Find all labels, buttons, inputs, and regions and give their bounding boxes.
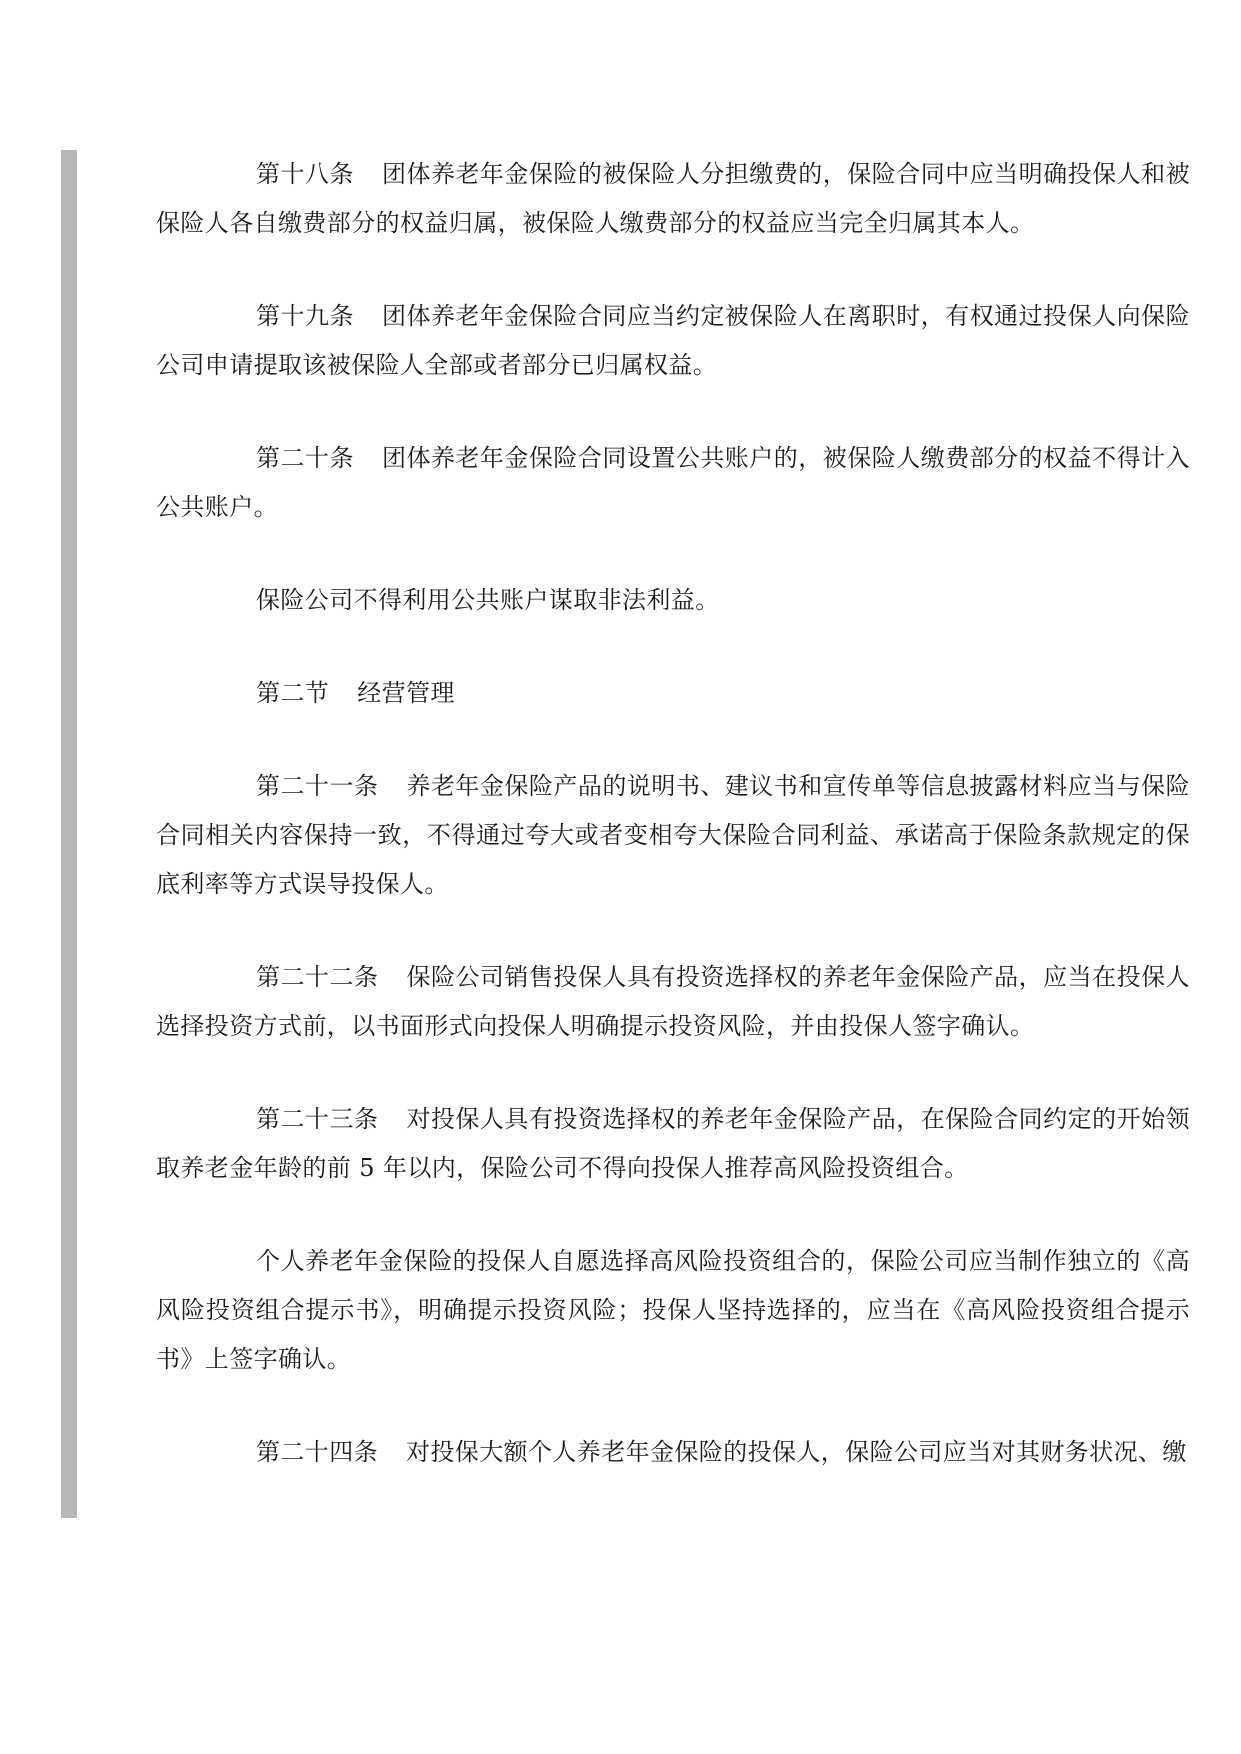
article-20 <box>156 434 1190 532</box>
paragraph-text: 个人养老年金保险的投保人自愿选择高风险投资组合的，保险公司应当制作独立的《高风险投资组合提示书》，明确提示投资风险；投保人坚持选择的，应当在《高风险投资组合提示书》上签字确认。 <box>156 1247 1190 1373</box>
article-number: 第十八条 <box>256 160 354 188</box>
article-number: 第二十三条 <box>256 1105 379 1133</box>
article-23 <box>156 1095 1190 1193</box>
article-number: 第二十四条 <box>256 1438 378 1466</box>
article-text: 团体养老年金保险的被保险人分担缴费的，保险合同中应当明确投保人和被保险人各自缴费部分的权益归属，被保险人缴费部分的权益应当完全归属其本人。 <box>156 160 1190 237</box>
paragraph-text: 保险公司不得利用公共账户谋取非法利益。 <box>256 586 720 614</box>
article-text: 团体养老年金保险合同应当约定被保险人在离职时，有权通过投保人向保险公司申请提取该被保险人全部或者部分已归属权益。 <box>156 302 1190 379</box>
article-22 <box>156 953 1190 1051</box>
paragraph-public-account <box>156 576 1190 625</box>
article-text: 对投保人具有投资选择权的养老年金保险产品，在保险合同约定的开始领取养老金年龄的前 5 年以内，保险公司不得向投保人推荐高风险投资组合。 <box>156 1105 1190 1182</box>
article-number: 第二十一条 <box>256 772 379 800</box>
article-text: 团体养老年金保险合同设置公共账户的，被保险人缴费部分的权益不得计入公共账户。 <box>156 444 1190 521</box>
section-number: 第二节 <box>256 679 330 707</box>
article-text: 保险公司销售投保人具有投资选择权的养老年金保险产品，应当在投保人选择投资方式前，以书面形式向投保人明确提示投资风险，并由投保人签字确认。 <box>156 963 1190 1040</box>
article-number: 第二十条 <box>256 444 354 472</box>
section-heading <box>156 669 1190 718</box>
article-19 <box>156 292 1190 390</box>
article-number: 第十九条 <box>256 302 354 330</box>
article-text: 对投保大额个人养老年金保险的投保人，保险公司应当对其财务状况、缴 <box>406 1438 1187 1466</box>
article-21 <box>156 762 1190 909</box>
article-24 <box>156 1428 1190 1477</box>
article-text: 养老年金保险产品的说明书、建议书和宣传单等信息披露材料应当与保险合同相关内容保持一致，不得通过夸大或者变相夸大保险合同利益、承诺高于保险条款规定的保底利率等方式误导投保人。 <box>156 772 1190 898</box>
article-number: 第二十二条 <box>256 963 379 991</box>
document-body <box>156 150 1190 1477</box>
paragraph-high-risk <box>156 1237 1190 1384</box>
margin-bar <box>61 150 77 1518</box>
article-18 <box>156 150 1190 248</box>
section-title: 经营管理 <box>357 679 455 707</box>
